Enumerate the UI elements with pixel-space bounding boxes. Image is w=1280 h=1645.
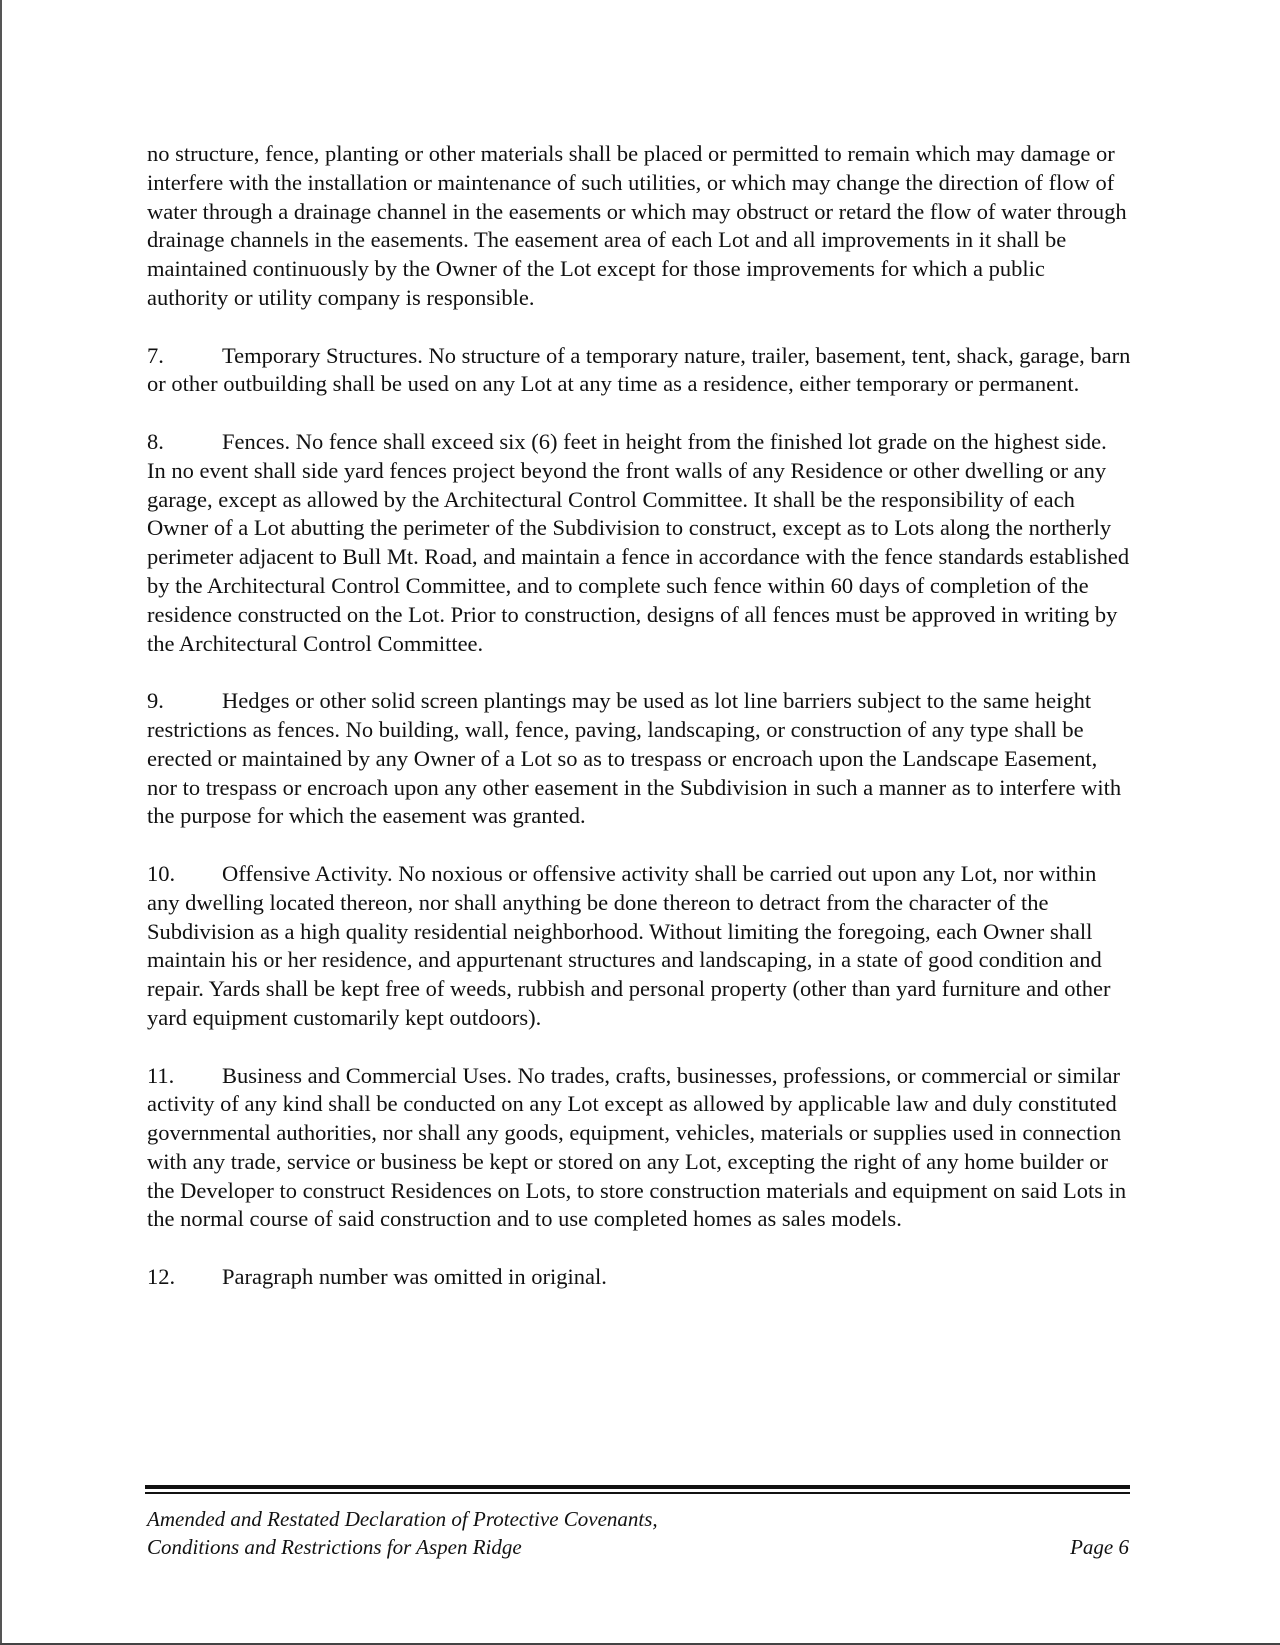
paragraph-text: Temporary Structures. No structure of a temporary nature, trailer, basement, tent, shack, garage, barn or other outbuilding shall be used on any Lot at any time as a residence, either temporary or permanent.	[147, 342, 1131, 397]
paragraph-7	[147, 342, 1131, 400]
paragraph-text: Fences. No fence shall exceed six (6) feet in height from the finished lot grade on the highest side. In no event shall side yard fences project beyond the front walls of any Residence or other dwelling or any garage, except as allowed by the Architectural Control Committee. It shall be the responsibility of each Owner of a Lot abutting the perimeter of the Subdivision to construct, except as to Lots along the northerly perimeter adjacent to Bull Mt. Road, and maintain a fence in accordance with the fence standards established by the Architectural Control Committee, and to complete such fence within 60 days of completion of the residence constructed on the Lot. Prior to construction, designs of all fences must be approved in writing by the Architectural Control Committee.	[147, 428, 1130, 656]
paragraph-continuation	[147, 140, 1131, 313]
paragraph-number: 12.	[147, 1264, 176, 1290]
paragraph-12	[147, 1263, 1131, 1292]
paragraph-text: Offensive Activity. No noxious or offensive activity shall be carried out upon any Lot, nor within any dwelling located thereon, nor shall anything be done thereon to detract from the character of the Subdivision as a high quality residential neighborhood. Without limiting the foregoing, each Owner shall maintain his or her residence, and appurtenant structures and landscaping, in a state of good condition and repair. Yards shall be kept free of weeds, rubbish and personal property (other than yard furniture and other yard equipment customarily kept outdoors).	[147, 860, 1111, 1030]
paragraph-number: 10.	[147, 860, 176, 886]
paragraph-text: Business and Commercial Uses. No trades, crafts, businesses, professions, or commercial or similar activity of any kind shall be conducted on any Lot except as allowed by applicable law and duly constituted governmental authorities, nor shall any goods, equipment, vehicles, materials or supplies used in connection with any trade, service or business be kept or stored on any Lot, excepting the right of any home builder or the Developer to construct Residences on Lots, to store construction materials and equipment on said Lots in the normal course of said construction and to use completed homes as sales models.	[147, 1062, 1127, 1232]
footer-rule-thin	[145, 1492, 1130, 1494]
paragraph-number: 11.	[147, 1062, 175, 1088]
paragraph-11	[147, 1062, 1131, 1235]
footer-rule-thick	[145, 1485, 1130, 1489]
document-body	[147, 140, 1131, 1321]
paragraph-10	[147, 860, 1131, 1033]
footer-title-line-2: Conditions and Restrictions for Aspen Ridge	[147, 1535, 522, 1559]
scan-left-edge	[0, 0, 2, 1645]
paragraph-text: Hedges or other solid screen plantings may be used as lot line barriers subject to the same height restrictions as fences. No building, wall, fence, paving, landscaping, or construction of any type shall be erected or maintained by any Owner of a Lot so as to trespass or encroach upon the Landscape Easement, nor to trespass or encroach upon any other easement in the Subdivision in such a manner as to interfere with the purpose for which the easement was granted.	[147, 688, 1122, 829]
footer-title-line-1: Amended and Restated Declaration of Protective Covenants,	[147, 1507, 658, 1531]
paragraph-number: 9.	[147, 688, 164, 714]
paragraph-9	[147, 687, 1131, 831]
page-number: Page 6	[1070, 1535, 1129, 1559]
paragraph-number: 7.	[147, 342, 164, 368]
paragraph-number: 8.	[147, 428, 164, 454]
paragraph-8	[147, 428, 1131, 658]
page-footer	[147, 1505, 1129, 1561]
paragraph-text: Paragraph number was omitted in original.	[222, 1264, 607, 1290]
paragraph-text: no structure, fence, planting or other materials shall be placed or permitted to remain which may damage or interfere with the installation or maintenance of such utilities, or which may change the direction of flow of water through a drainage channel in the easements or which may obstruct or retard the flow of water through drainage channels in the easements. The easement area of each Lot and all improvements in it shall be maintained continuously by the Owner of the Lot except for those improvements for which a public authority or utility company is responsible.	[147, 141, 1127, 310]
